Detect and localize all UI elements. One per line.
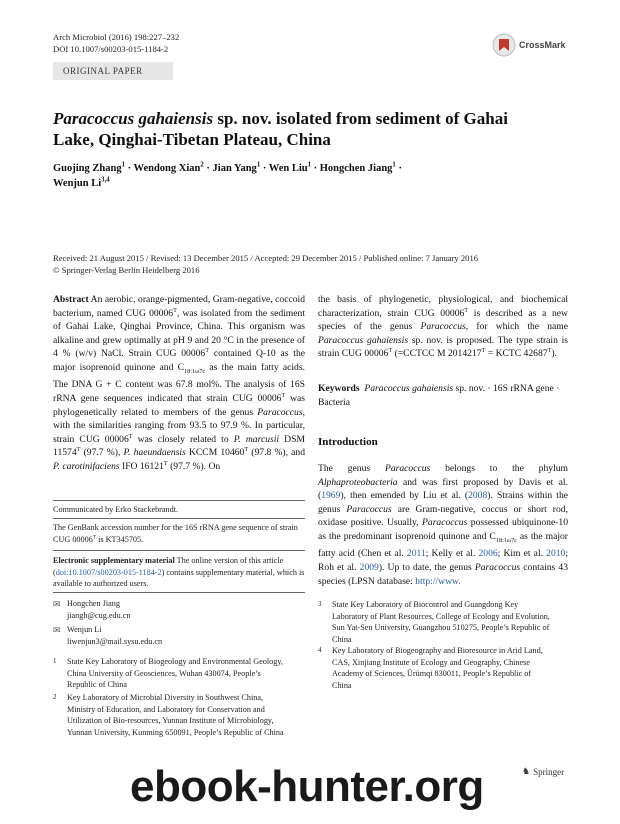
type-strain-mark: T — [388, 347, 393, 355]
author-affiliation-mark: 1 — [121, 161, 125, 169]
species-name: Paracoccus gahaiensis — [318, 334, 409, 346]
author-affiliation-mark: 1 — [307, 161, 311, 169]
type-strain-mark: T — [173, 306, 177, 314]
affiliation-text: State Key Laboratory of Biocontrol and Guangdong Key Laboratory of Plant Resources, College of Ecology and Evolution, Sun Yat-Sen University, Guangzhou 510275, People’s Republic of China — [332, 600, 550, 644]
author[interactable]: Wendong Xian — [133, 163, 201, 174]
intro-text: as the major fatty acid (Chen et al. — [318, 530, 568, 560]
abstract-text: , with the similarities ranging from 93.5 to 97.9 %. In particular, strain CUG 00006 — [53, 406, 305, 445]
abstract-text: was closely related to — [132, 433, 234, 445]
title-rest: sp. nov. isolated from sediment of Gahai — [213, 109, 508, 128]
type-strain-mark: T — [464, 306, 469, 314]
esm-text: ) contains supplementary material, which is available to authorized users. — [53, 567, 305, 588]
article-title — [53, 108, 573, 150]
author[interactable]: Jian Yang — [212, 163, 257, 174]
contact-name: Wenjun Li — [67, 625, 102, 634]
communicated-by: Communicated by Erko Stackebrandt. — [53, 505, 179, 514]
contact-email[interactable]: liwenjun3@mail.sysu.edu.cn — [67, 636, 163, 646]
author-list: Guojing Zhang$^1$ · Wendong Xian$^2$ · Jian Yang$^1$ · Wen Liu$^1$ · Hongchen Jiang$^1$ · Wenjun Li$^{3,4}$ — [53, 161, 402, 189]
abstract-text: KCCM 10460 — [185, 447, 245, 459]
abstract-text: = KCTC 42687 — [485, 348, 548, 360]
crossmark-badge[interactable] — [492, 33, 566, 57]
divider — [53, 500, 305, 501]
abstract-text: contained Q-10 as the major isoprenoid quinone and C — [53, 348, 306, 373]
esm-label: Electronic supplementary material — [53, 556, 175, 565]
type-strain-mark: T — [205, 347, 210, 355]
author-affiliation-mark: 2 — [200, 161, 204, 169]
type-strain-mark: T — [92, 533, 97, 540]
intro-text: and was first proposed by Davis et al. ( — [318, 476, 568, 502]
watermark: ebook-hunter.org — [130, 762, 484, 811]
author[interactable]: Hongchen Jiang — [319, 163, 393, 174]
esm-text: The online version of this article ( — [53, 556, 284, 577]
abstract-continued — [318, 293, 568, 361]
genbank-note — [53, 522, 305, 545]
divider — [53, 518, 305, 519]
contact-email[interactable]: jiangh@cug.edu.cn — [67, 610, 131, 620]
type-strain-mark: T — [281, 391, 286, 399]
envelope-icon: ✉ — [53, 625, 61, 635]
abstract-text: DSM 11574 — [53, 433, 305, 459]
intro-text: possessed ubiquinone-10 as the predominant isoprenoid quinone and C — [318, 517, 569, 542]
type-strain-mark: T — [163, 459, 168, 467]
genus-name: Paracoccus — [420, 321, 466, 333]
author[interactable]: Guojing Zhang — [53, 163, 122, 174]
type-strain-mark: T — [76, 446, 81, 454]
abstract-text: the basis of phylogenetic, physiological, and biochemical characterization, strain CUG 00006 — [318, 294, 568, 319]
intro-text: belongs to the phylum — [430, 463, 568, 474]
citation-link[interactable]: 2009 — [359, 562, 379, 574]
lpsn-url-link[interactable]: http://www. — [415, 575, 461, 587]
type-strain-mark: T — [128, 432, 133, 440]
abstract-text: (97.7 %). On — [167, 461, 221, 473]
journal-line: Arch Microbiol (2016) 198:227–232 — [53, 32, 180, 42]
affiliation — [318, 645, 550, 691]
springer-knight-icon: ♞ — [522, 766, 531, 776]
esm-note — [53, 555, 305, 590]
genus-name: Paracoccus — [257, 406, 303, 418]
history-line: Received: 21 August 2015 / Revised: 13 December 2015 / Accepted: 29 December 2015 / Published online: 7 January 2016 — [53, 253, 479, 263]
abstract-text: IFO 16121 — [119, 461, 164, 473]
intro-text: ). Up to date, the genus — [378, 562, 475, 574]
crossmark-icon — [492, 33, 516, 57]
species-name: P. haeundaensis — [123, 447, 186, 459]
fatty-acid-subscript: 18:1ω7c — [184, 367, 206, 375]
keywords-label: Keywords — [318, 383, 360, 394]
abstract-label: Abstract — [53, 294, 89, 305]
affiliation-number: 2 — [53, 693, 57, 701]
citation-link[interactable]: 2011 — [406, 548, 426, 560]
publication-dates — [53, 252, 573, 276]
divider — [53, 592, 305, 593]
affiliation-number: 4 — [318, 646, 322, 654]
author[interactable]: Wenjun Li — [53, 178, 102, 189]
phylum-name: Alphaproteobacteria — [318, 476, 398, 488]
intro-text: ). Strains within the genus — [318, 490, 568, 515]
abstract — [53, 293, 305, 474]
genus-name: Paracoccus — [422, 517, 468, 529]
abstract-text: ). — [551, 348, 557, 360]
affiliation — [318, 599, 550, 645]
intro-text: contains 43 species (LPSN database: — [318, 562, 568, 587]
author-affiliation-mark: 1 — [392, 161, 396, 169]
title-line2: Lake, Qinghai-Tibetan Plateau, China — [53, 130, 331, 149]
author-affiliation-mark: 1 — [256, 161, 261, 169]
publisher-name: Springer — [533, 766, 565, 777]
affiliation-text: Key Laboratory of Biogeography and Bioresource in Arid Land, CAS, Xinjiang Institute of Ecology and Geography, Chinese Academy of Sciences, Ürümqi 830011, People’s Republic of China — [332, 646, 543, 690]
affiliation — [53, 656, 285, 691]
doi-line: DOI 10.1007/s00203-015-1184-2 — [53, 44, 169, 54]
esm-doi-link[interactable]: doi:10.1007/s00203-015-1184-2 — [55, 567, 162, 577]
species-name: P. carotinifaciens — [53, 461, 120, 473]
type-strain-mark: T — [547, 347, 552, 355]
author[interactable]: Wen Liu — [268, 163, 308, 174]
abstract-text: An aerobic, orange-pigmented, Gram-negative, coccoid bacterium, named CUG 00006 — [53, 294, 305, 319]
type-strain-mark: T — [244, 446, 249, 454]
contact-entry — [53, 598, 305, 621]
genus-name: Paracoccus — [474, 562, 521, 574]
keyword-list: sp. nov. · 16S rRNA gene · Bacteria — [318, 383, 560, 408]
affiliation — [53, 692, 285, 738]
intro-text: ; Roh et al. — [318, 548, 568, 574]
divider — [53, 550, 305, 551]
intro-text: ), then emended by Liu et al. ( — [340, 490, 469, 502]
fatty-acid-subscript: 18:1ω7c — [495, 536, 517, 544]
abstract-text: , was isolated from the sediment of Gahai Lake, Qinghai Province, China. This organism was alkaline and grew optimally at pH 9 and 20 °C in the presence of 4 % (w/v) NaCl. Strain CUG 00006 — [53, 307, 305, 360]
abstract-text: sp. nov. is proposed. The type strain is strain CUG 00006 — [318, 334, 568, 360]
publisher-logo — [522, 766, 564, 777]
species-name: P. marcusii — [233, 433, 280, 445]
intro-text: The genus — [318, 463, 385, 474]
citation-link[interactable]: 2010 — [546, 548, 566, 560]
intro-text: are Gram-negative, coccus or short rod, oxidase positive. Usually, — [318, 503, 568, 529]
title-species: Paracoccus gahaiensis — [53, 109, 214, 128]
abstract-text: (97.8 %), and — [248, 447, 305, 459]
keyword-species: Paracoccus gahaiensis — [364, 383, 454, 394]
affiliation-number: 1 — [53, 657, 57, 665]
abstract-text: was phylogenetically related to members of the genus — [53, 393, 305, 418]
abstract-text: (97.7 %), — [80, 447, 124, 459]
affiliation-text: State Key Laboratory of Biogeology and Environmental Geology, China University of Geosciences, Wuhan 430074, People’s Republic of China — [67, 657, 283, 689]
paper-type-banner: ORIGINAL PAPER — [53, 62, 173, 80]
introduction-text — [318, 462, 568, 588]
author-affiliation-mark: 3,4 — [101, 176, 110, 184]
genus-name: Paracoccus — [384, 463, 431, 474]
copyright-line: © Springer-Verlag Berlin Heidelberg 2016 — [53, 265, 200, 275]
contact-name: Hongchen Jiang — [67, 599, 120, 608]
abstract-text: as the main fatty acids. The DNA G + C content was 67.8 mol%. The analysis of 16S rRNA gene sequences indicated that strain CUG 00006 — [53, 361, 305, 405]
abstract-text: (=CCTCC M 2014217 — [392, 348, 482, 360]
citation-link[interactable]: 2008 — [468, 490, 488, 502]
affiliation-number: 3 — [318, 600, 322, 608]
type-strain-mark: T — [481, 347, 486, 355]
abstract-text: is described as a new species of the genus — [318, 307, 568, 333]
affiliation-text: Key Laboratory of Microbial Diversity in Southwest China, Ministry of Education, and Laboratory for Conservation and Utilization of Bio-resources, Yunnan Institute of Microbiology, Yunnan University, Kunming 650091, People’s Republic of China — [67, 693, 284, 737]
citation-link[interactable]: 1969 — [321, 490, 341, 502]
citation-link[interactable]: 2006 — [478, 548, 498, 560]
keywords — [318, 382, 568, 409]
genbank-text: is KT345705. — [96, 534, 144, 544]
genbank-text: The GenBank accession number for the 16S rRNA gene sequence of strain CUG 00006 — [53, 523, 298, 544]
section-heading-introduction: Introduction — [318, 436, 378, 448]
intro-text: ; Kim et al. — [497, 548, 547, 560]
crossmark-label: CrossMark — [519, 40, 566, 50]
journal-citation — [53, 31, 179, 55]
contact-entry — [53, 624, 305, 647]
abstract-text: , for which the name — [465, 321, 568, 333]
genus-name: Paracoccus — [346, 503, 392, 515]
intro-text: ; Kelly et al. — [425, 548, 479, 560]
envelope-icon: ✉ — [53, 599, 61, 609]
